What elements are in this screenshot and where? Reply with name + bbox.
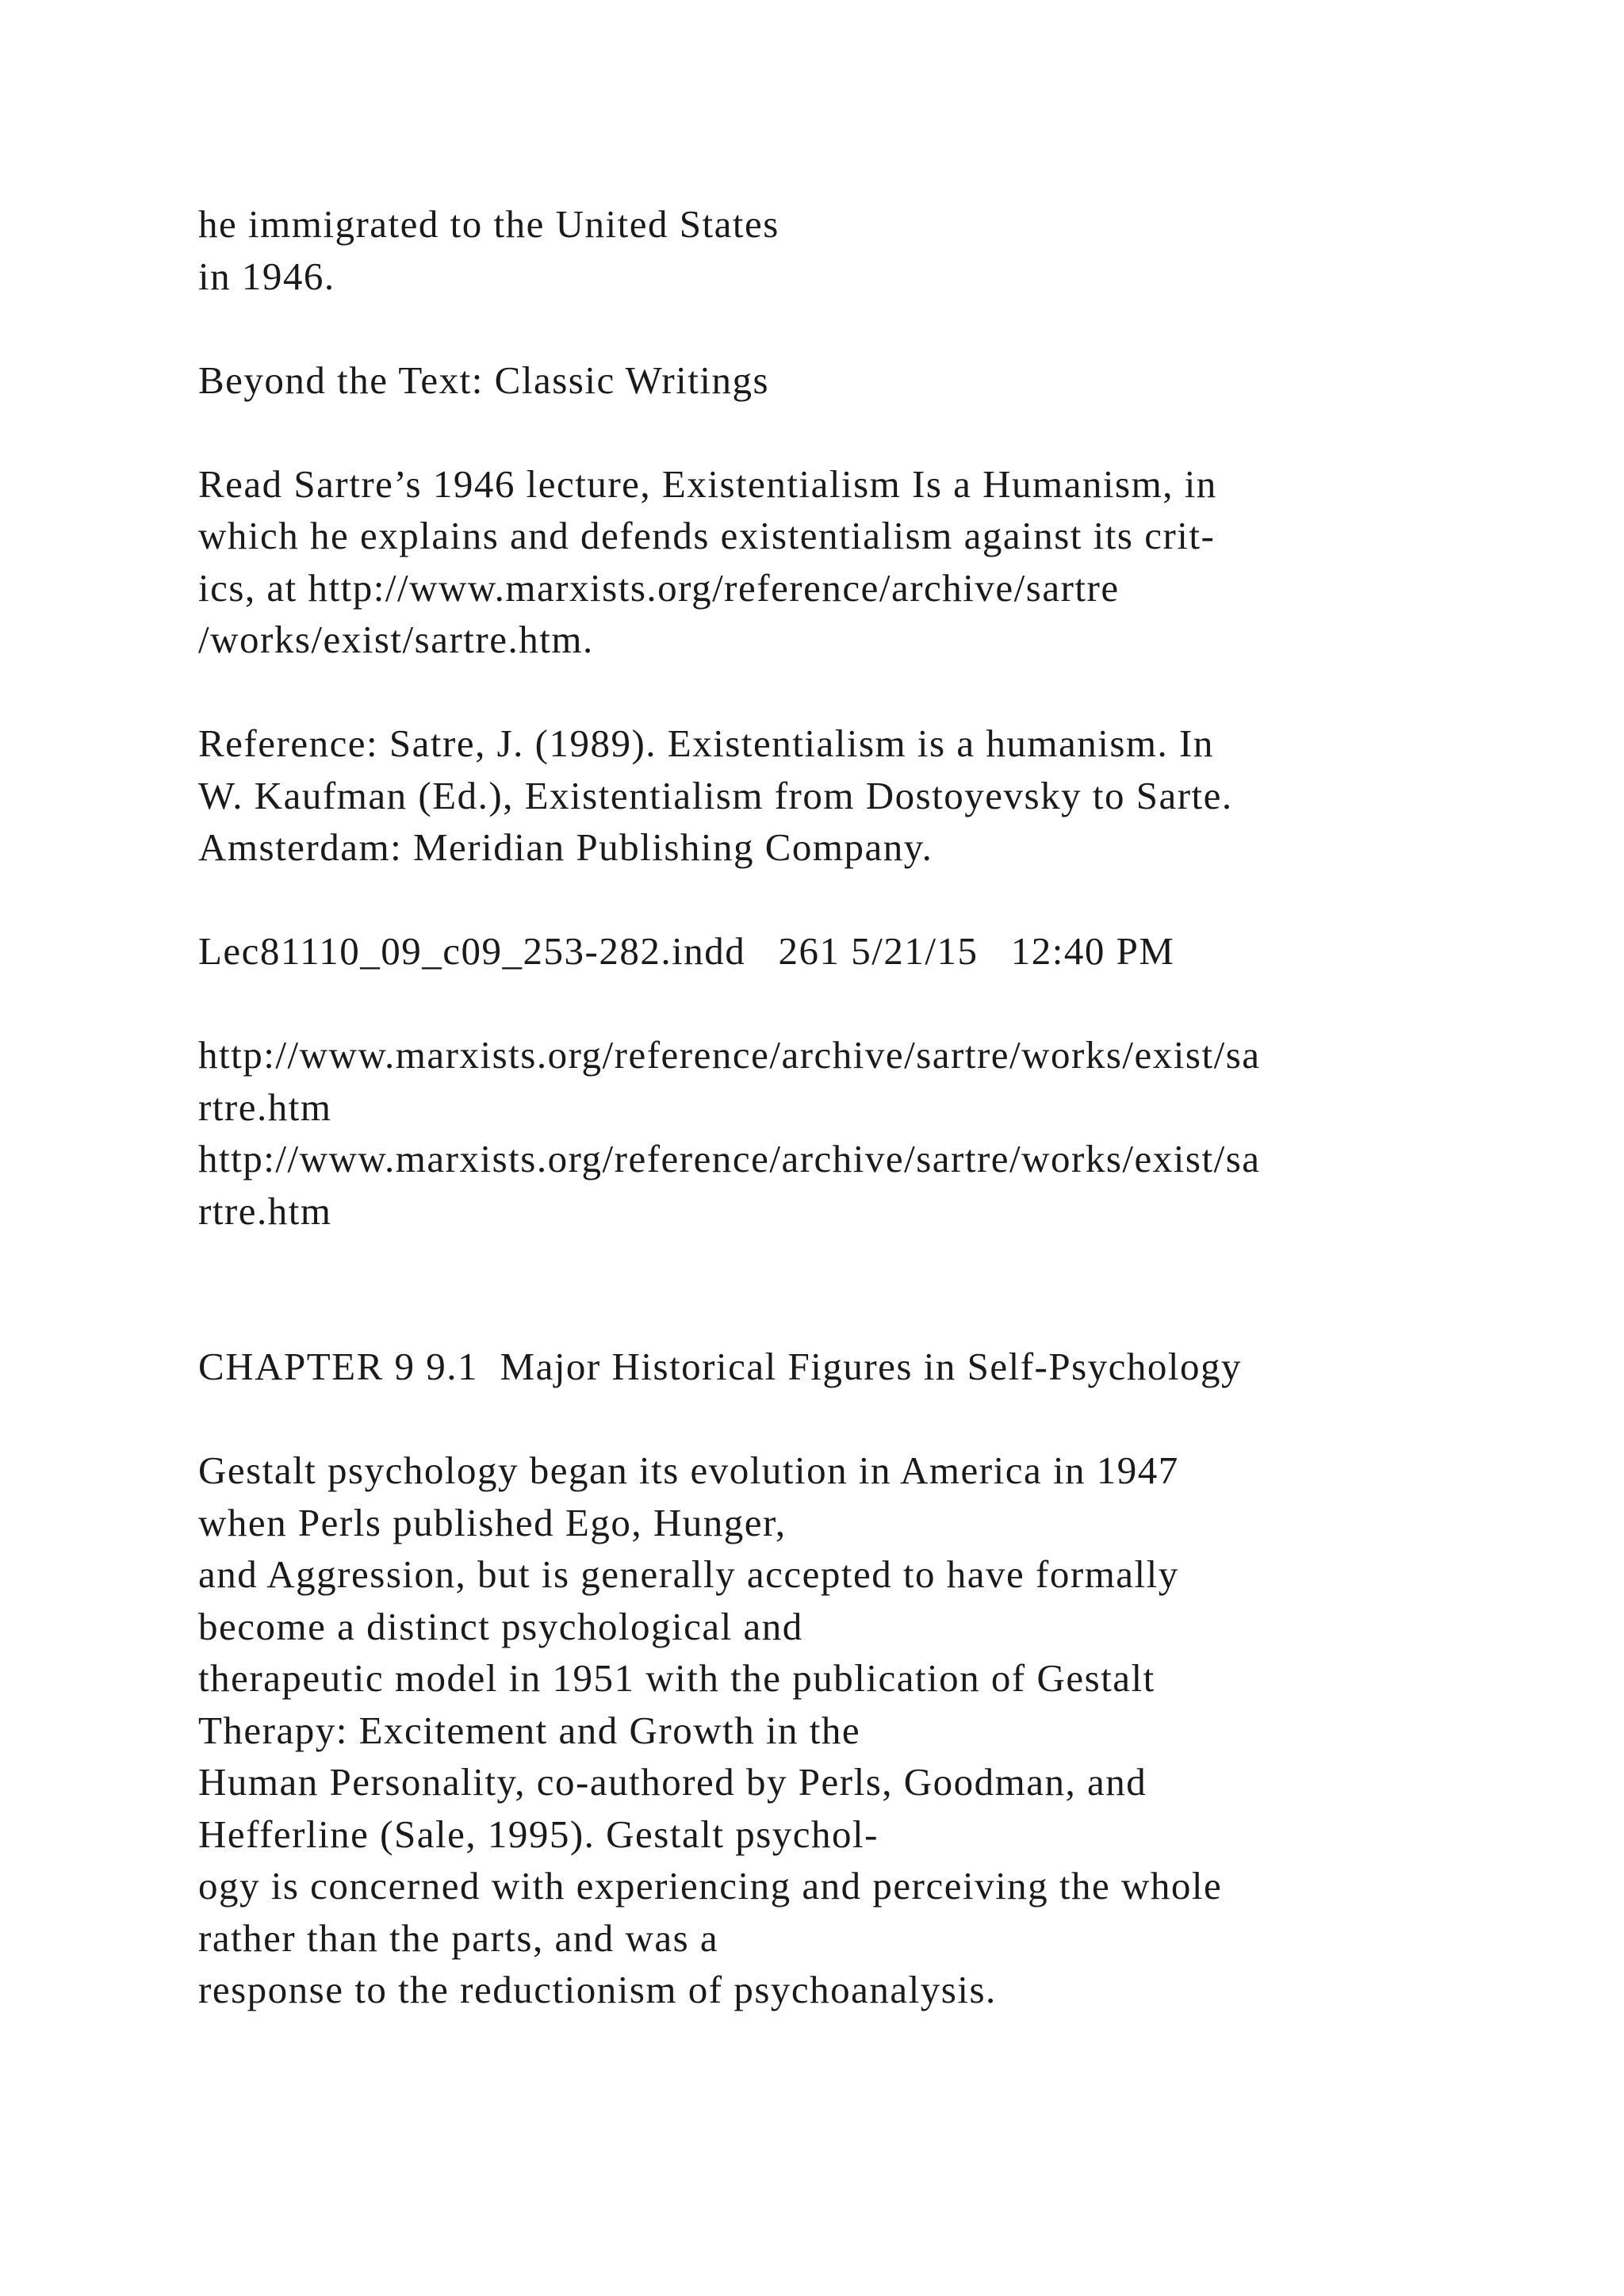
blank-line bbox=[198, 1393, 1467, 1445]
blank-line bbox=[198, 666, 1467, 718]
text-line: /works/exist/sartre.htm. bbox=[198, 618, 594, 661]
blank-line bbox=[198, 1289, 1467, 1341]
blank-line bbox=[198, 302, 1467, 354]
file-slug: Lec81110_09_c09_253-282.indd 261 5/21/15 12:40 PM bbox=[198, 929, 1175, 973]
url-list bbox=[198, 1029, 1467, 1237]
url-line: rtre.htm bbox=[198, 1188, 332, 1233]
url-line: http://www.marxists.org/reference/archive/sartre/works/exist/sa bbox=[198, 1137, 1261, 1181]
text-line: he immigrated to the United States bbox=[198, 202, 779, 246]
text-line: Read Sartre’s 1946 lecture, Existentialism Is a Humanism, in bbox=[198, 461, 1217, 506]
url-line: http://www.marxists.org/reference/archive/sartre/works/exist/sa bbox=[198, 1033, 1261, 1077]
text-line: Amsterdam: Meridian Publishing Company. bbox=[198, 825, 933, 869]
document-page bbox=[198, 198, 1467, 2016]
reference-block bbox=[198, 718, 1467, 874]
url-line: rtre.htm bbox=[198, 1085, 332, 1129]
text-line: therapeutic model in 1951 with the publication of Gestalt bbox=[198, 1656, 1155, 1700]
text-line: ogy is concerned with experiencing and perceiving the whole bbox=[198, 1864, 1223, 1908]
text-line: Hefferline (Sale, 1995). Gestalt psychol- bbox=[198, 1812, 879, 1856]
text-line: Reference: Satre, J. (1989). Existentialism is a humanism. In bbox=[198, 721, 1214, 765]
sidebar-body bbox=[198, 458, 1467, 666]
text-line: ics, at http://www.marxists.org/reference/archive/sartre bbox=[198, 565, 1120, 610]
text-line: and Aggression, but is generally accepted to have formally bbox=[198, 1552, 1179, 1596]
running-header: CHAPTER 9 9.1 Major Historical Figures in Self-Psychology bbox=[198, 1345, 1243, 1388]
text-line: W. Kaufman (Ed.), Existentialism from Dostoyevsky to Sarte. bbox=[198, 773, 1233, 817]
intro-text bbox=[198, 198, 1467, 302]
text-line: Gestalt psychology began its evolution in America in 1947 bbox=[198, 1448, 1179, 1492]
sidebar-heading: Beyond the Text: Classic Writings bbox=[198, 358, 770, 402]
body-paragraph bbox=[198, 1445, 1467, 2016]
blank-line bbox=[198, 406, 1467, 458]
text-line: which he explains and defends existentialism against its crit- bbox=[198, 514, 1216, 557]
text-line: in 1946. bbox=[198, 254, 335, 298]
blank-line bbox=[198, 1237, 1467, 1289]
text-line: become a distinct psychological and bbox=[198, 1604, 803, 1648]
blank-line bbox=[198, 874, 1467, 926]
text-line: Human Personality, co-authored by Perls, Goodman, and bbox=[198, 1760, 1147, 1804]
text-line: rather than the parts, and was a bbox=[198, 1915, 719, 1960]
blank-line bbox=[198, 978, 1467, 1030]
text-line: Therapy: Excitement and Growth in the bbox=[198, 1708, 861, 1752]
text-line: when Perls published Ego, Hunger, bbox=[198, 1500, 787, 1544]
text-line: response to the reductionism of psychoanalysis. bbox=[198, 1968, 997, 2011]
